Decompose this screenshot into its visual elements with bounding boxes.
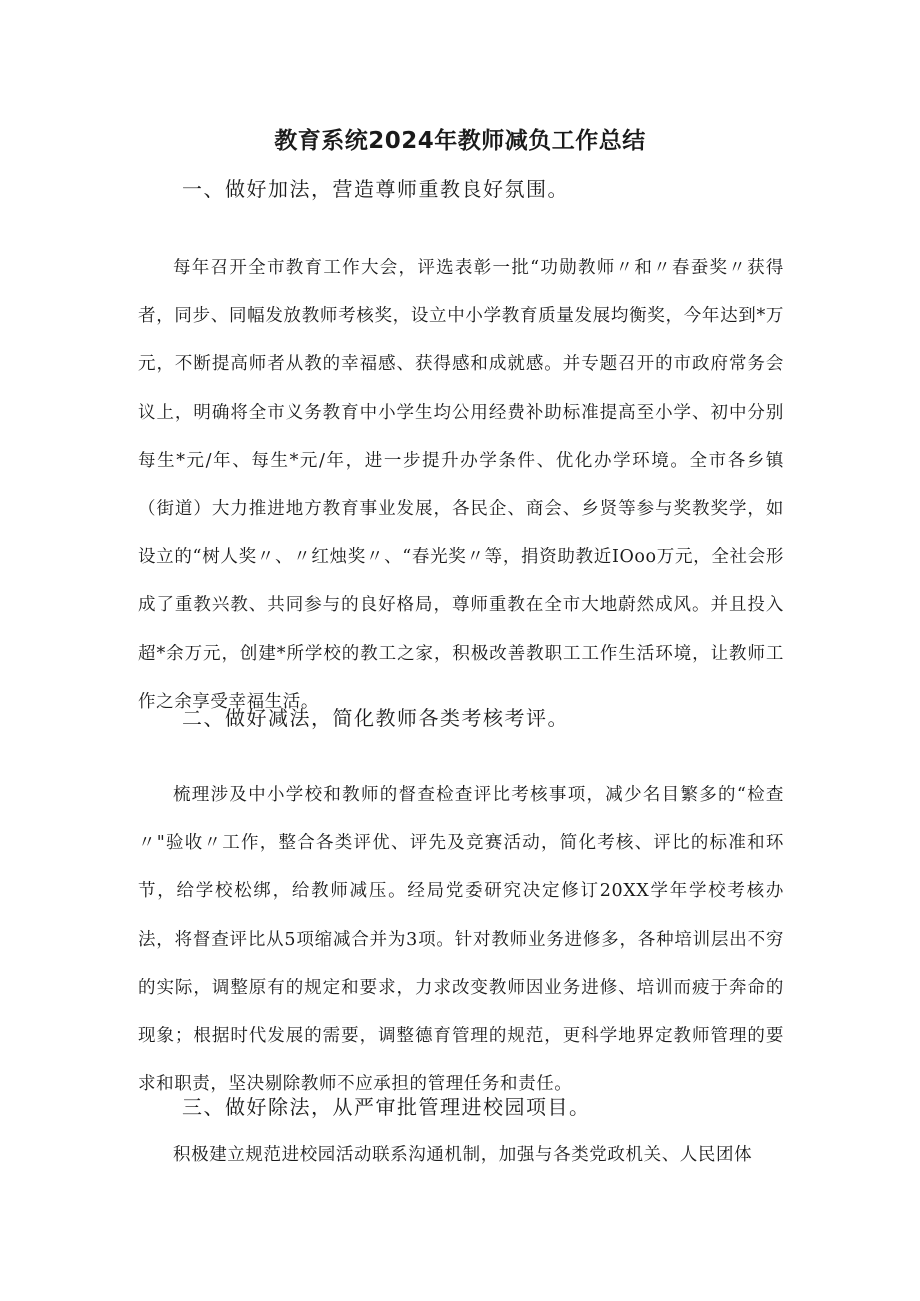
section-heading-2: 二、做好减法，简化教师各类考核考评。	[182, 706, 569, 730]
section-paragraph-2: 梳理涉及中小学校和教师的督查检查评比考核事项，减少名目繁多的“检查〃"验收〃工作，整合各类评优、评先及竞赛活动，简化考核、评比的标准和环节，给学校松绑，给教师减压。经局党委研究决定修订20XX学年学校考核办法，将督查评比从5项缩减合并为3项。针对教师业务进修多，各种培训层出不穷的实际，调整原有的规定和要求，力求改变教师因业务进修、培训而疲于奔命的现象；根据时代发展的需要，调整德育管理的规范，更科学地界定教师管理的要求和职责，坚决剔除教师不应承担的管理任务和责任。	[138, 785, 784, 1095]
section-heading-1: 一、做好加法，营造尊师重教良好氛围。	[182, 177, 569, 201]
section-paragraph-3: 积极建立规范进校园活动联系沟通机制，加强与各类党政机关、人民团体	[173, 1145, 753, 1165]
section-paragraph-1: 每年召开全市教育工作大会，评选表彰一批“功勋教师〃和〃春蚕奖〃获得者，同步、同幅发放教师考核奖，设立中小学教育质量发展均衡奖，今年达到*万元，不断提高师者从教的幸福感、获得感和成就感。并专题召开的市政府常务会议上，明确将全市义务教育中小学生均公用经费补助标准提高至小学、初中分别每生*元/年、每生*元/年，进一步提升办学条件、优化办学环境。全市各乡镇（街道）大力推进地方教育事业发展，各民企、商会、乡贤等参与奖教奖学，如设立的“树人奖〃、〃红烛奖〃、“春光奖〃等，捐资助教近IOoo万元，全社会形成了重教兴教、共同参与的良好格局，尊师重教在全市大地蔚然成风。并且投入超*余万元，创建*所学校的教工之家，积极改善教职工工作生活环境，让教师工作之余享受幸福生活。	[138, 258, 784, 712]
section-heading-3: 三、做好除法，从严审批管理进校园项目。	[182, 1095, 591, 1119]
document-title: 教育系统2024年教师减负工作总结	[274, 128, 646, 154]
